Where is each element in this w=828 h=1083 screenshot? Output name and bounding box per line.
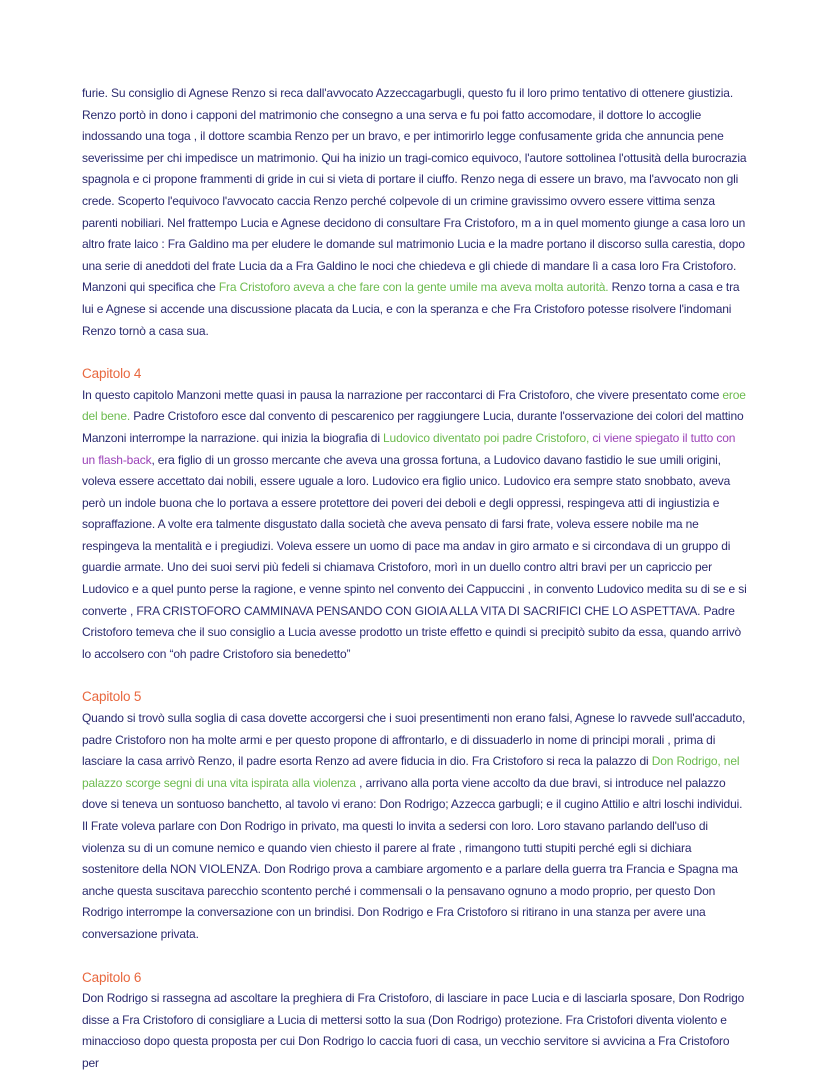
ch4-text-2: Padre Cristoforo esce dal convento di pescarenico per raggiungere Lucia, durante l'osservazione dei colori del mattino Manzoni interrompe la narrazione. qui inizia la biografia di [82,409,744,445]
chapter-5-heading: Capitolo 5 [82,689,142,705]
document-page [82,83,748,1075]
chapter-6-paragraph [82,988,748,1074]
ch4-highlight-3: ci viene spiegato il tutto con un flash-back [82,430,736,467]
chapter-5 [82,686,748,945]
ch5-highlight-1: Don Rodrigo, nel palazzo scorge segni di una vita ispirata alla violenza [82,754,740,790]
ch6-text-1: Don Rodrigo si rassegna ad ascoltare la preghiera di Fra Cristoforo, di lasciare in pace Lucia e di lasciarla sposare, Don Rodrigo disse a Fra Cristoforo di consigliare a Lucia di mettersi sotto la sua (Don Rodrigo) protezione. Fra Cristofori diventa violento e minaccioso dopo questa proposta per cui Don Rodrigo lo caccia fuori di casa, un vecchio servitore si avvicina a Fra Cristoforo per [82,991,745,1070]
chapter-4-paragraph [82,385,748,666]
ch5-text-1: Quando si trovò sulla soglia di casa dovette accorgersi che i suoi presentimenti non erano falsi, Agnese lo ravvede sull'accaduto, padre Cristoforo non ha molte armi e per questo propone di affrontarlo, e di dissuaderlo in nome di principi morali , prima di lasciare la casa arrivò Renzo, il padre esorta Renzo ad avere fiducia in dio. Fra Cristoforo si reca la palazzo di [82,711,746,769]
ch4-highlight-2: Ludovico diventato poi padre Cristoforo, [383,430,590,445]
chapter-4 [82,363,748,665]
chapter-5-paragraph [82,708,748,946]
chapter-6 [82,967,748,1075]
ch4-text-3: , era figlio di un grosso mercante che aveva una grossa fortuna, a Ludovico davano fastidio le sue umili origini, voleva essere accettato dai nobili, essere uguale a loro. Ludovico era figlio unico. Ludovico era sempre stato snobbato, aveva però un indole buona che lo portava a essere protettore dei poveri dei deboli e degli oppressi, respingeva atti di ingiustizia e sopraffazione. A volte era talmente disgustato dalla società che aveva pensato di farsi frate, voleva essere nobile ma ne respingeva la mentalità e i pregiudizi. Voleva essere un uomo di pace ma andav in giro armato e si circondava di un gruppo di guardie armate. Uno dei suoi servi più fedeli si chiamava Cristoforo, morì in un duello contro altri bravi per un capriccio per Ludovico e a quel punto perse la ragione, e venne spinto nel convento dei Cappuccini , in convento Ludovico medita su di se e si converte , FRA CRISTOFORO CAMMINAVA PENSANDO CON GIOIA ALLA VITA DI SACRIFICI CHE LO ASPETTAVA. Padre Cristoforo temeva che il suo consiglio a Lucia avesse prodotto un triste effetto e quindi si precipitò subito da essa, quando arrivò lo accolsero con “oh padre Cristoforo sia benedetto” [82,452,747,661]
chapter-6-heading: Capitolo 6 [82,969,142,985]
ch4-text-1: In questo capitolo Manzoni mette quasi in pausa la narrazione per raccontarci di Fra Cristoforo, che vivere presentato come [82,387,723,402]
ch4-highlight-1: eroe del bene. [82,387,746,424]
ch5-text-2: , arrivano alla porta viene accolto da due bravi, si introduce nel palazzo dove si teneva un sontuoso banchetto, al tavolo vi erano: Don Rodrigo; Azzecca garbugli; e il cugino Attilio e altri loschi individui. Il Frate voleva parlare con Don Rodrigo in privato, ma questi lo invita a sedersi con loro. Loro stavano parlando dell'uso di violenza su di un comune nemico e quando vien chiesto il parere al frate , rimangono tutti stupiti perché egli si dichiara sostenitore della NON VIOLENZA. Don Rodrigo prova a cambiare argomento e a parlare della guerra tra Francia e Spagna ma anche questa suscitava parecchio scontento perché i commensali o la pensavano ognuno a modo proprio, per questo Don Rodrigo interrompe la conversazione con un brindisi. Don Rodrigo e Fra Cristoforo si ritirano in una stanza per avere una conversazione privata. [82,775,743,941]
intro-highlight-1: Fra Cristoforo aveva a che fare con la gente umile ma aveva molta autorità. [218,280,609,295]
intro-text-1: furie. Su consiglio di Agnese Renzo si reca dall'avvocato Azzeccagarbugli, questo fu il loro primo tentativo di ottenere giustizia. Renzo portò in dono i capponi del matrimonio che consegno a una serva e fu poi fatto accomodare, il dottore lo accoglie indossando una toga , il dottore scambia Renzo per un bravo, e per intimorirlo legge confusamente grida che annuncia pene severissime per chi impedisce un matrimonio. Qui ha inizio un tragi-comico equivoco, l'autore sottolinea l'ottusità della burocrazia spagnola e ci propone frammenti di gride in cui si vieta di portare il ciuffo. Renzo nega di essere un bravo, ma l'avvocato non gli crede. Scoperto l'equivoco l'avvocato caccia Renzo perché colpevole di un crimine gravissimo ovvero essere vittima senza parenti nobiliari. Nel frattempo Lucia e Agnese decidono di consultare Fra Cristoforo, m a in quel momento giunge a casa loro un altro frate laico : Fra Galdino ma per eludere le domande sul matrimonio Lucia e la madre portano il discorso sulla carestia, dopo una serie di aneddoti del frate Lucia da a Fra Galdino le noci che chiedeva e gli chiede di mandare lì a casa loro Fra Cristoforo. Manzoni qui specifica che [82,86,747,295]
intro-paragraph [82,83,748,342]
chapter-4-heading: Capitolo 4 [82,366,142,382]
intro-text-2: Renzo torna a casa e tra lui e Agnese si accende una discussione placata da Lucia, e con la speranza e che Fra Cristoforo potesse risolvere l'indomani Renzo tornò a casa sua. [82,280,740,338]
